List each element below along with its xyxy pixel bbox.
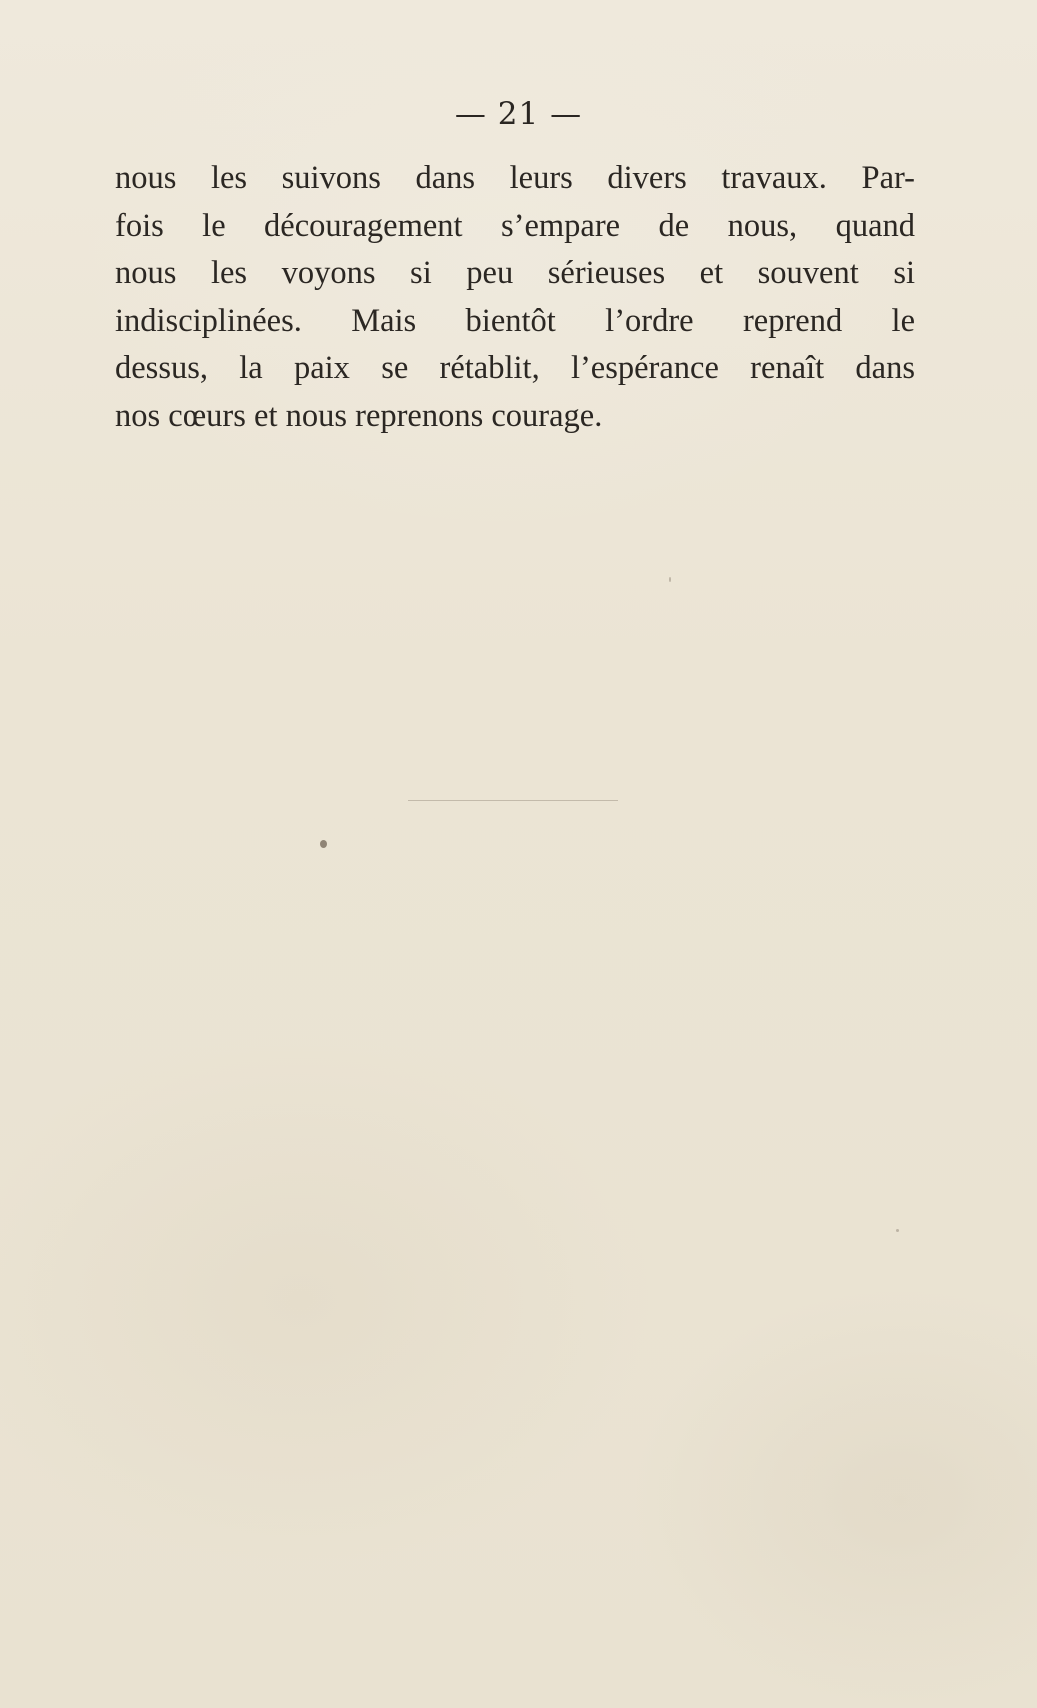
text-line: fois le découragement s’empare de nous, quand [115, 207, 915, 244]
text-line: nous les voyons si peu sérieuses et souvent si [115, 255, 915, 291]
text-line: indisciplinées. Mais bientôt l’ordre reprend le [115, 302, 915, 339]
ink-speck [669, 577, 671, 582]
page-number: — 21 — [454, 96, 583, 132]
text-line: dessus, la paix se rétablit, l’espérance renaît dans [115, 350, 915, 386]
ink-speck [896, 1229, 899, 1232]
faint-rule [408, 800, 618, 801]
text-line: nos cœurs et nous reprenons courage. [115, 397, 603, 434]
body-paragraph [115, 155, 915, 440]
ink-speck [320, 840, 327, 848]
text-line: nous les suivons dans leurs divers travaux. Par- [115, 160, 915, 196]
